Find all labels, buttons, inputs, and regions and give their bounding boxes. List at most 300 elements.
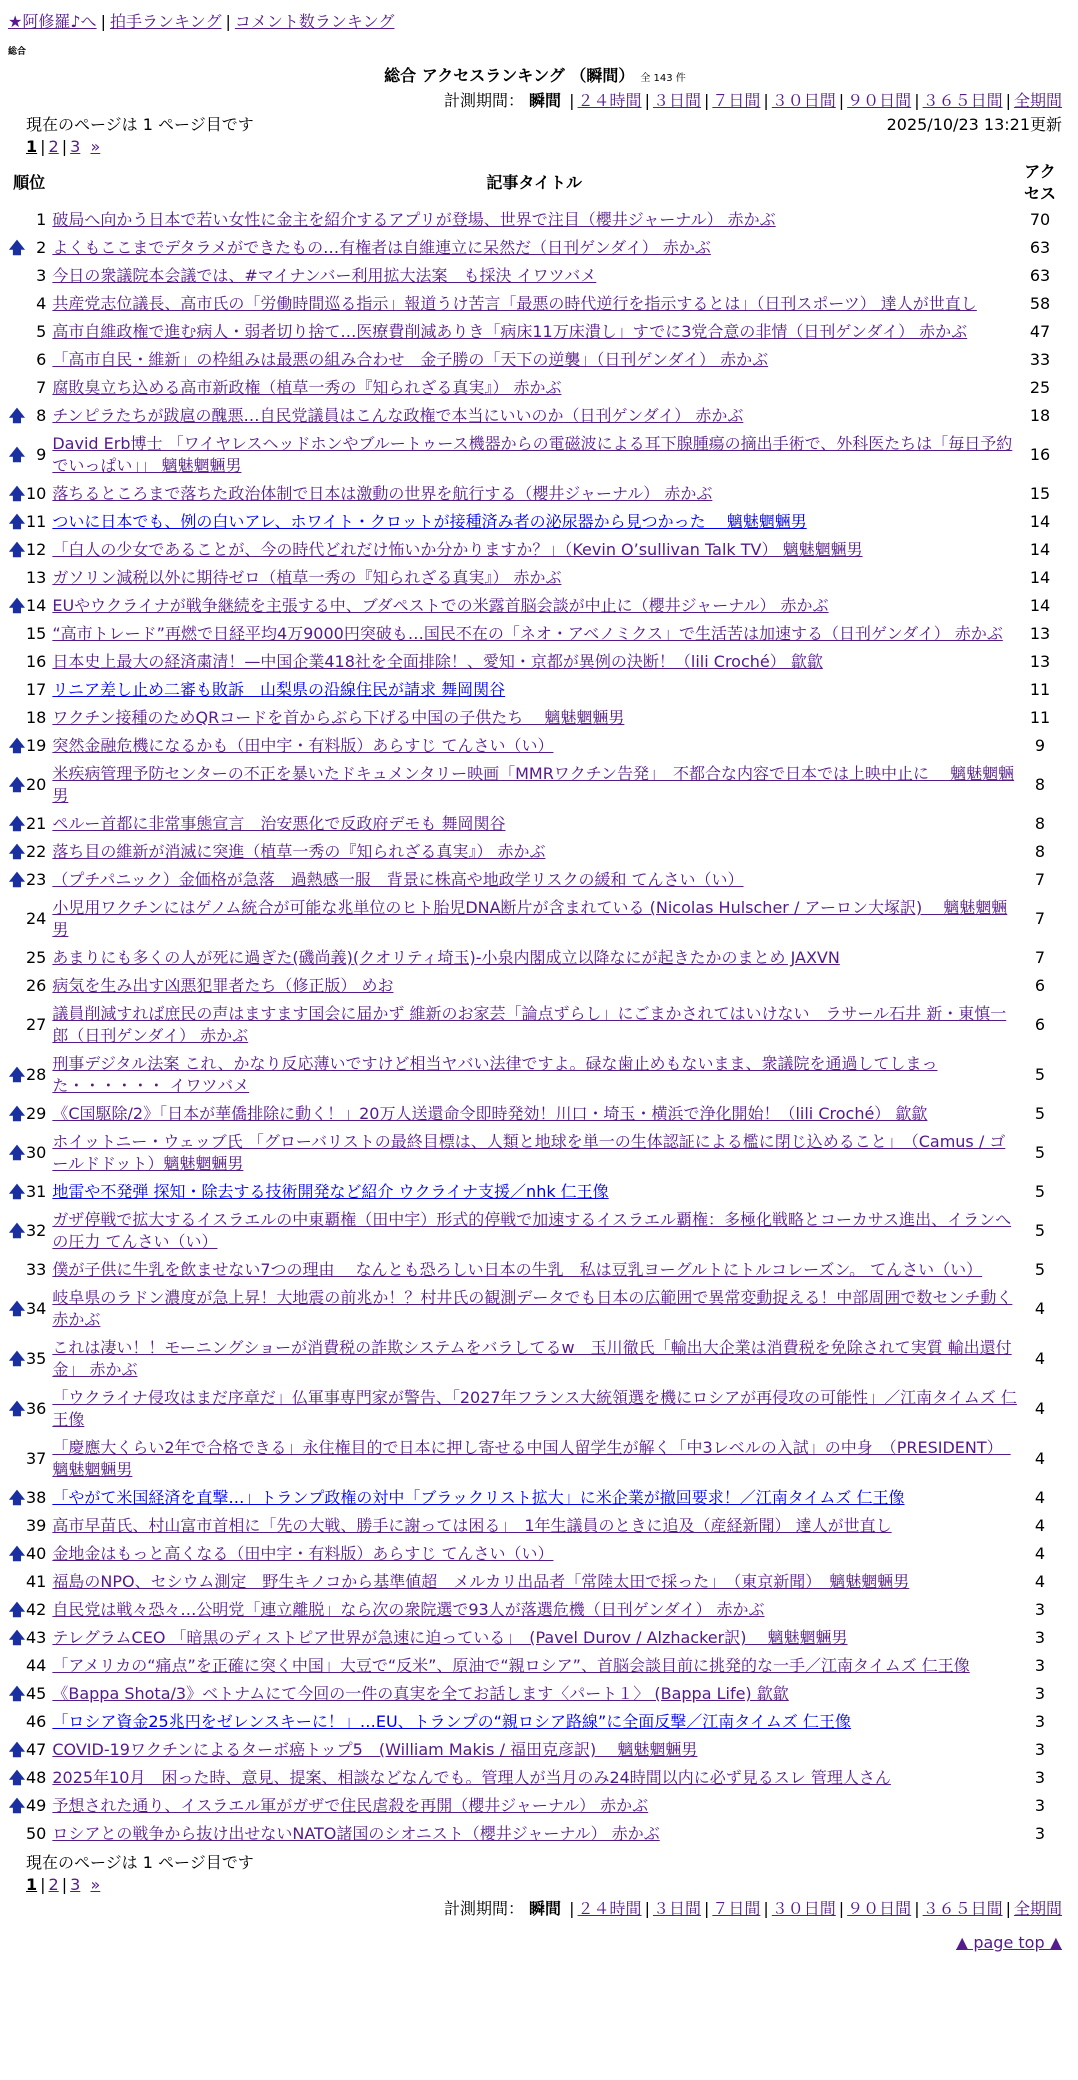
up-arrow-icon: 🡅 (8, 1488, 26, 1507)
up-arrow-icon: 🡅 (8, 1600, 26, 1619)
title-cell (50, 732, 1018, 760)
table-row (8, 1624, 1062, 1652)
trend-cell (8, 1000, 26, 1050)
access-count: 7 (1034, 948, 1046, 967)
up-arrow-icon: 🡅 (8, 1104, 26, 1123)
article-link[interactable]: 自民党は戦々恐々…公明党「連立離脱」なら次の衆院選で93人が落選危機（日刊ゲンダイ） 赤かぶ (52, 1600, 765, 1619)
ranking-heading (8, 65, 1062, 90)
pager-separator: | (40, 1875, 46, 1894)
total-count: 全 143 件 (640, 73, 686, 84)
trend-cell (8, 480, 26, 508)
rank-number: 36 (26, 1399, 47, 1418)
rank-number: 34 (26, 1299, 47, 1318)
trend-cell (8, 508, 26, 536)
access-count: 63 (1029, 238, 1051, 257)
access-count: 8 (1034, 775, 1046, 794)
article-link[interactable]: 「ロシア資金25兆円をゼレンスキーに！」…EU、トランプの“親ロシア路線”に全面反撃／江南タイムズ 仁王像 (52, 1712, 852, 1731)
rank-number: 30 (26, 1143, 47, 1162)
title-cell (50, 1680, 1018, 1708)
access-count: 14 (1029, 512, 1051, 531)
period-link-3[interactable]: ３０日間 (771, 1899, 836, 1918)
table-header-row (8, 160, 1062, 206)
table-row (8, 944, 1062, 972)
period-current: 瞬間 (529, 1899, 562, 1918)
up-arrow-icon: 🡅 (8, 1182, 26, 1201)
title-cell (50, 760, 1018, 810)
trend-cell (8, 972, 26, 1000)
period-separator: | (569, 1899, 575, 1918)
table-row (8, 1484, 1062, 1512)
article-link[interactable]: 岐阜県のラドン濃度が急上昇！大地震の前兆か！？村井氏の観測データでも日本の広範囲で異常変動捉える！中部周囲で数センチ動く 赤かぶ (52, 1288, 1013, 1329)
trend-cell (8, 206, 26, 234)
rank-number: 1 (36, 210, 47, 229)
title-cell (50, 1434, 1018, 1484)
article-link[interactable]: （プチパニック）金価格が急落 過熱感一服 背景に株高や地政学リスクの緩和 てんさい（い） (52, 870, 744, 889)
period-separator: | (703, 1899, 710, 1918)
rank-number: 47 (26, 1740, 47, 1759)
access-count: 63 (1029, 266, 1051, 285)
rank-number: 35 (26, 1349, 47, 1368)
article-link[interactable]: 金地金はもっと高くなる（田中宇・有料版）あらすじ てんさい（い） (52, 1544, 554, 1563)
pager-link-2[interactable]: 2 (48, 1875, 59, 1894)
trend-cell (8, 318, 26, 346)
article-link[interactable]: よくもここまでデタラメができたもの…有権者は自維連立に呆然だ（日刊ゲンダイ） 赤かぶ (52, 238, 711, 257)
article-link[interactable]: David Erb博士 「ワイヤレスヘッドホンやブルートゥース機器からの電磁波による耳下腺腫瘍の摘出手術で、外科医たちは「毎日予約でいっぱい」」 魑魅魍魎男 (52, 434, 1013, 475)
access-count: 58 (1029, 294, 1051, 313)
pager (8, 136, 1062, 158)
title-cell (50, 1792, 1018, 1820)
table-row (8, 318, 1062, 346)
title-cell (50, 564, 1018, 592)
title-cell (50, 430, 1018, 480)
pager-next-link[interactable]: » (90, 137, 101, 156)
pager-separator: | (61, 1875, 68, 1894)
access-count: 70 (1029, 210, 1051, 229)
period-selector-bottom (8, 1898, 1062, 1920)
period-link-6[interactable]: 全期間 (1013, 1899, 1062, 1918)
access-count: 11 (1029, 680, 1051, 699)
article-link[interactable]: ついに日本でも、例の白いアレ、ホワイト・クロットが接種済み者の泌尿器から見つかった 魑魅魍魎男 (52, 512, 807, 531)
access-count: 5 (1034, 1143, 1046, 1162)
rank-number: 13 (26, 568, 47, 587)
article-link[interactable]: ロシアとの戦争から抜け出せないNATO諸国のシオニスト（櫻井ジャーナル） 赤かぶ (52, 1824, 660, 1843)
article-link[interactable]: 落ちるところまで落ちた政治体制で日本は激動の世界を航行する（櫻井ジャーナル） 赤かぶ (52, 484, 713, 503)
top-nav-link-1[interactable]: 拍手ランキング (109, 12, 222, 31)
up-arrow-icon: 🡅 (8, 406, 26, 425)
top-nav-link-2[interactable]: コメント数ランキング (234, 12, 395, 31)
period-separator: | (644, 91, 650, 110)
up-arrow-icon: 🡅 (8, 1143, 26, 1162)
table-row (8, 1334, 1062, 1384)
table-row (8, 262, 1062, 290)
title-cell (50, 402, 1018, 430)
trend-cell (8, 290, 26, 318)
trend-cell (8, 1434, 26, 1484)
period-separator: | (914, 1899, 920, 1918)
title-cell (50, 346, 1018, 374)
access-count: 5 (1034, 1065, 1046, 1084)
title-cell (50, 374, 1018, 402)
trend-cell (8, 1708, 26, 1736)
updated-timestamp: 2025/10/23 13:21更新 (886, 115, 1062, 134)
rank-number: 48 (26, 1768, 47, 1787)
period-link-1[interactable]: ３日間 (652, 1899, 701, 1918)
article-link[interactable]: 予想された通り、イスラエル軍がガザで住民虐殺を再開（櫻井ジャーナル） 赤かぶ (52, 1796, 649, 1815)
access-count: 47 (1029, 322, 1051, 341)
title-cell (50, 944, 1018, 972)
article-link[interactable]: 病気を生み出す凶悪犯罪者たち（修正版） めお (52, 976, 394, 995)
title-cell (50, 1000, 1018, 1050)
article-link[interactable]: 《Bappa Shota/3》ベトナムにて今回の一件の真実を全てお話します〈パート１〉 (Bappa Life) 歙歙 (52, 1684, 789, 1703)
title-cell (50, 1596, 1018, 1624)
pager-link-2[interactable]: 2 (48, 137, 59, 156)
trend-cell (8, 866, 26, 894)
rank-number: 22 (26, 842, 47, 861)
access-count: 3 (1034, 1768, 1046, 1787)
access-count: 14 (1029, 568, 1051, 587)
nav-separator: | (225, 12, 231, 31)
pager-link-3[interactable]: 3 (70, 1875, 81, 1894)
trend-cell (8, 1206, 26, 1256)
up-arrow-icon: 🡅 (8, 1399, 26, 1418)
article-link[interactable]: チンピラたちが跋扈の醜悪…自民党議員はこんな政権で本当にいいのか（日刊ゲンダイ） 赤かぶ (52, 406, 744, 425)
table-row (8, 1206, 1062, 1256)
article-link[interactable]: ガザ停戦で拡大するイスラエルの中東覇権（田中宇）形式的停戦で加速するイスラエル覇権：多極化戦略とコーカサス進出、イランへの圧力 てんさい（い） (52, 1210, 1012, 1251)
access-count: 3 (1034, 1600, 1046, 1619)
rank-number: 9 (36, 445, 47, 464)
access-count: 6 (1034, 976, 1046, 995)
pager-separator: | (40, 137, 46, 156)
access-count: 13 (1029, 624, 1051, 643)
table-row (8, 508, 1062, 536)
title-cell (50, 592, 1018, 620)
table-row (8, 866, 1062, 894)
table-row (8, 1652, 1062, 1680)
table-row (8, 1384, 1062, 1434)
pager-current: 1 (26, 1875, 38, 1894)
table-row (8, 402, 1062, 430)
article-link[interactable]: 落ち目の維新が消滅に突進（植草一秀の『知られざる真実』） 赤かぶ (52, 842, 546, 861)
period-link-5[interactable]: ３６５日間 (922, 1899, 1003, 1918)
title-cell (50, 972, 1018, 1000)
rank-number: 16 (26, 652, 47, 671)
table-row (8, 1820, 1062, 1848)
rank-number: 15 (26, 624, 47, 643)
title-cell (50, 1050, 1018, 1100)
table-row (8, 1434, 1062, 1484)
article-link[interactable]: 日本史上最大の経済粛清！—中国企業418社を全面排除！、愛知・京都が異例の決断！（lili Croché） 歙歙 (52, 652, 823, 671)
table-row (8, 1568, 1062, 1596)
trend-cell (8, 1624, 26, 1652)
period-current: 瞬間 (529, 91, 562, 110)
rank-number: 6 (36, 350, 47, 369)
article-link[interactable]: 小児用ワクチンにはゲノム統合が可能な兆単位のヒト胎児DNA断片が含まれている (Nicolas Hulscher / アーロン大塚訳) 魑魅魍魎男 (52, 898, 1008, 939)
rank-number: 42 (26, 1600, 47, 1619)
article-link[interactable]: 「やがて米国経済を直撃…」トランプ政権の対中「ブラックリスト拡大」に米企業が撤回要求！／江南タイムズ 仁王像 (52, 1488, 905, 1507)
rank-number: 50 (26, 1824, 47, 1843)
table-row (8, 1512, 1062, 1540)
access-count: 15 (1029, 484, 1051, 503)
trend-cell (8, 648, 26, 676)
article-link[interactable]: あまりにも多くの人が死に過ぎた(磯尚義)(クオリティ埼玉)-小泉内閣成立以降なにが起きたかのまとめ JAXVN (52, 948, 840, 967)
rank-number: 20 (26, 775, 47, 794)
period-separator: | (644, 1899, 650, 1918)
period-selector (8, 90, 1062, 112)
trend-cell (8, 838, 26, 866)
period-link-5[interactable]: ３６５日間 (922, 91, 1003, 110)
access-count: 5 (1034, 1221, 1046, 1240)
up-arrow-icon: 🡅 (8, 1796, 26, 1815)
trend-cell (8, 1820, 26, 1848)
title-cell (50, 508, 1018, 536)
title-cell (50, 676, 1018, 704)
title-cell (50, 1100, 1018, 1128)
up-arrow-icon: 🡅 (8, 1768, 26, 1787)
title-cell (50, 318, 1018, 346)
article-link[interactable]: 共産党志位議長、高市氏の「労働時間巡る指示」報道うけ苦言「最悪の時代逆行を指示するとは」（日刊スポーツ） 達人が世直し (52, 294, 977, 313)
period-link-4[interactable]: ９０日間 (847, 91, 912, 110)
article-link[interactable]: “高市トレード”再燃で日経平均4万9000円突破も…国民不在の「ネオ・アベノミクス」で生活苦は加速する（日刊ゲンダイ） 赤かぶ (52, 624, 1003, 643)
page-title: 総合 アクセスランキング （瞬間） (384, 66, 635, 85)
table-row (8, 810, 1062, 838)
table-row (8, 206, 1062, 234)
title-cell (50, 620, 1018, 648)
up-arrow-icon: 🡅 (8, 1221, 26, 1240)
article-link[interactable]: 「白人の少女であることが、今の時代どれだけ怖いか分かりますか？」（Kevin O’sullivan Talk TV） 魑魅魍魎男 (52, 540, 863, 559)
article-link[interactable]: 米疾病管理予防センターの不正を暴いたドキュメンタリー映画「MMRワクチン告発」 不都合な内容で日本では上映中止に 魑魅魍魎男 (52, 764, 1015, 805)
trend-cell (8, 1764, 26, 1792)
article-link[interactable]: 僕が子供に牛乳を飲ませない7つの理由 なんとも恐ろしい日本の牛乳 私は豆乳ヨーグルトにトルコレーズン。 てんさい（い） (52, 1260, 983, 1279)
access-count: 3 (1034, 1740, 1046, 1759)
access-count: 25 (1029, 378, 1051, 397)
article-link[interactable]: 破局へ向かう日本で若い女性に金主を紹介するアプリが登場、世界で注目（櫻井ジャーナル） 赤かぶ (52, 210, 776, 229)
trend-cell (8, 620, 26, 648)
period-link-1[interactable]: ３日間 (652, 91, 701, 110)
trend-cell (8, 1384, 26, 1434)
up-arrow-icon: 🡅 (8, 1684, 26, 1703)
period-link-2[interactable]: ７日間 (712, 91, 761, 110)
table-row (8, 760, 1062, 810)
article-link[interactable]: 腐敗臭立ち込める高市新政権（植草一秀の『知られざる真実』） 赤かぶ (52, 378, 562, 397)
title-cell (50, 480, 1018, 508)
trend-cell (8, 760, 26, 810)
period-link-3[interactable]: ３０日間 (771, 91, 836, 110)
title-cell (50, 894, 1018, 944)
title-cell (50, 262, 1018, 290)
table-row (8, 346, 1062, 374)
access-count: 9 (1034, 736, 1046, 755)
trend-cell (8, 1256, 26, 1284)
title-cell (50, 1708, 1018, 1736)
access-count: 4 (1034, 1572, 1046, 1591)
up-arrow-icon: 🡅 (8, 814, 26, 833)
rank-number: 32 (26, 1221, 47, 1240)
up-arrow-icon: 🡅 (8, 1299, 26, 1318)
table-row (8, 838, 1062, 866)
table-row (8, 732, 1062, 760)
rank-number: 8 (36, 406, 47, 425)
access-count: 18 (1029, 406, 1051, 425)
title-cell (50, 290, 1018, 318)
article-link[interactable]: 突然金融危機になるかも（田中宇・有料版）あらすじ てんさい（い） (52, 736, 554, 755)
article-link[interactable]: ガソリン減税以外に期待ゼロ（植草一秀の『知られざる真実』） 赤かぶ (52, 568, 562, 587)
up-arrow-icon: 🡅 (8, 596, 26, 615)
rank-number: 29 (26, 1104, 47, 1123)
period-link-4[interactable]: ９０日間 (847, 1899, 912, 1918)
table-row (8, 374, 1062, 402)
table-row (8, 1596, 1062, 1624)
trend-cell (8, 944, 26, 972)
current-page-text: 現在のページは 1 ページ目です (26, 115, 254, 134)
table-row (8, 1792, 1062, 1820)
rank-number: 17 (26, 680, 47, 699)
table-row (8, 1100, 1062, 1128)
article-link[interactable]: 《C国駆除/2》「日本が華僑排除に動く！」20万人送還命令即時発効！川口・埼玉・横浜で浄化開始！（lili Croché） 歙歙 (52, 1104, 928, 1123)
rank-number: 37 (26, 1449, 47, 1468)
pager-link-3[interactable]: 3 (70, 137, 81, 156)
table-row (8, 1284, 1062, 1334)
up-arrow-icon: 🡅 (8, 736, 26, 755)
up-arrow-icon: 🡅 (8, 775, 26, 794)
trend-cell (8, 1512, 26, 1540)
article-link[interactable]: 地雷や不発弾 探知・除去する技術開発など紹介 ウクライナ支援／nhk 仁王像 (52, 1182, 609, 1201)
article-link[interactable]: 高市自維政権で進む病人・弱者切り捨て…医療費削減ありき「病床11万床潰し」すでに3党合意の非情（日刊ゲンダイ） 赤かぶ (52, 322, 968, 341)
article-link[interactable]: COVID-19ワクチンによるターボ癌トップ5 (William Makis / 福田克彦訳) 魑魅魍魎男 (52, 1740, 698, 1759)
title-cell (50, 1484, 1018, 1512)
pager-next-link[interactable]: » (90, 1875, 101, 1894)
trend-cell (8, 810, 26, 838)
article-link[interactable]: 高市早苗氏、村山富市首相に「先の大戦、勝手に謝っては困る」 1年生議員のときに追及（産経新聞） 達人が世直し (52, 1516, 892, 1535)
trend-cell (8, 374, 26, 402)
period-link-0[interactable]: ２４時間 (577, 91, 642, 110)
title-cell (50, 1334, 1018, 1384)
table-row (8, 234, 1062, 262)
access-count: 3 (1034, 1628, 1046, 1647)
access-count: 5 (1034, 1182, 1046, 1201)
table-row (8, 1708, 1062, 1736)
article-link[interactable]: EUやウクライナが戦争継続を主張する中、ブダペストでの米露首脳会談が中止に（櫻井ジャーナル） 赤かぶ (52, 596, 829, 615)
trend-cell (8, 894, 26, 944)
article-link[interactable]: 今日の衆議院本会議では、#マイナンバー利用拡大法案 も採決 イワツバメ (52, 266, 597, 285)
rank-number: 49 (26, 1796, 47, 1815)
trend-cell (8, 346, 26, 374)
trend-cell (8, 1178, 26, 1206)
rank-number: 11 (26, 512, 47, 531)
pager-current: 1 (26, 137, 38, 156)
top-nav (8, 10, 1062, 34)
count-header: アクセス (1023, 162, 1056, 203)
title-cell (50, 206, 1018, 234)
rank-number: 24 (26, 909, 47, 928)
rank-number: 7 (36, 378, 47, 397)
article-link[interactable]: 刑事デジタル法案 これ、かなり反応薄いですけど相当ヤバい法律ですよ。碌な歯止めもないまま、衆議院を通過してしまった・・・・・・ イワツバメ (52, 1054, 938, 1095)
period-link-0[interactable]: ２４時間 (577, 1899, 642, 1918)
table-row (8, 620, 1062, 648)
period-link-6[interactable]: 全期間 (1013, 91, 1062, 110)
access-count: 4 (1034, 1544, 1046, 1563)
table-row (8, 704, 1062, 732)
article-link[interactable]: 「慶應大くらい2年で合格できる」永住権目的で日本に押し寄せる中国人留学生が解く「中3レベルの入試」の中身 （PRESIDENT） 魑魅魍魎男 (52, 1438, 1011, 1479)
table-row (8, 430, 1062, 480)
article-link[interactable]: 「ウクライナ侵攻はまだ序章だ」仏軍事専門家が警告、「2027年フランス大統領選を機にロシアが再侵攻の可能性」／江南タイムズ 仁王像 (52, 1388, 1017, 1429)
table-row (8, 1128, 1062, 1178)
page-top-link[interactable]: ▲ page top ▲ (955, 1933, 1062, 1952)
trend-cell (8, 1568, 26, 1596)
title-cell (50, 1256, 1018, 1284)
article-link[interactable]: リニア差し止め二審も敗訴 山梨県の沿線住民が請求 舞岡関谷 (52, 680, 506, 699)
table-row (8, 480, 1062, 508)
article-link[interactable]: ホイットニー・ウェッブ氏 「グローバリストの最終目標は、人類と地球を単一の生体認証による檻に閉じ込めること」 （Camus / ゴールドドット）魑魅魍魎男 (52, 1132, 1006, 1173)
table-row (8, 1178, 1062, 1206)
table-row (8, 1736, 1062, 1764)
access-count: 4 (1034, 1449, 1046, 1468)
up-arrow-icon: 🡅 (8, 484, 26, 503)
access-count: 8 (1034, 842, 1046, 861)
page-top-row (8, 1932, 1062, 1954)
top-nav-link-0[interactable]: ★阿修羅♪へ (8, 12, 97, 31)
rank-number: 31 (26, 1182, 47, 1201)
rank-number: 41 (26, 1572, 47, 1591)
title-cell (50, 1764, 1018, 1792)
access-count: 33 (1029, 350, 1051, 369)
period-links (566, 1899, 1062, 1918)
rank-number: 18 (26, 708, 47, 727)
article-link[interactable]: ワクチン接種のためQRコードを首からぶら下げる中国の子供たち 魑魅魍魎男 (52, 708, 625, 727)
rank-number: 38 (26, 1488, 47, 1507)
up-arrow-icon: 🡅 (8, 512, 26, 531)
article-link[interactable]: これは凄い！！モーニングショーが消費税の詐欺システムをバラしてるw 玉川徹氏「輸出大企業は消費税を免除されて実質 輸出還付金」 赤かぶ (52, 1338, 1012, 1379)
trend-cell (8, 1736, 26, 1764)
up-arrow-icon: 🡅 (8, 238, 26, 257)
rank-number: 43 (26, 1628, 47, 1647)
article-link[interactable]: 「高市自民・維新」の枠組みは最悪の組み合わせ 金子勝の「天下の逆襲」（日刊ゲンダイ） 赤かぶ (52, 350, 769, 369)
rank-number: 45 (26, 1684, 47, 1703)
access-count: 14 (1029, 540, 1051, 559)
title-cell (50, 1206, 1018, 1256)
title-cell (50, 1820, 1018, 1848)
trend-cell (8, 430, 26, 480)
article-link[interactable]: テレグラムCEO 「暗黒のディストピア世界が急速に迫っている」 (Pavel Durov / Alzhacker訳) 魑魅魍魎男 (52, 1628, 848, 1647)
table-row (8, 972, 1062, 1000)
article-link[interactable]: ペルー首都に非常事態宣言 治安悪化で反政府デモも 舞岡関谷 (52, 814, 506, 833)
access-count: 5 (1034, 1104, 1046, 1123)
article-link[interactable]: 「アメリカの“痛点”を正確に突く中国」大豆で“反米”、原油で“親ロシア”、首脳会談目前に挑発的な一手／江南タイムズ 仁王像 (52, 1656, 970, 1675)
period-prefix: 計測期間： (443, 91, 524, 110)
article-link[interactable]: 2025年10月 困った時、意見、提案、相談などなんでも。管理人が当月のみ24時間以内に必ず見るスレ 管理人さん (52, 1768, 891, 1787)
access-count: 3 (1034, 1712, 1046, 1731)
rank-number: 21 (26, 814, 47, 833)
rank-header: 順位 (13, 173, 46, 192)
period-separator: | (569, 91, 575, 110)
period-separator: | (703, 91, 710, 110)
article-link[interactable]: 福島のNPO、セシウム測定 野生キノコから基準値超 メルカリ出品者「常陸太田で採った」 （東京新聞） 魑魅魍魎男 (52, 1572, 910, 1591)
table-row (8, 1256, 1062, 1284)
title-cell (50, 1652, 1018, 1680)
table-row (8, 290, 1062, 318)
title-cell (50, 536, 1018, 564)
trend-cell (8, 676, 26, 704)
rank-number: 2 (36, 238, 47, 257)
period-link-2[interactable]: ７日間 (712, 1899, 761, 1918)
rank-number: 27 (26, 1015, 47, 1034)
article-link[interactable]: 議員削減すれば庶民の声はますます国会に届かず 維新のお家芸「論点ずらし」にごまかされてはいけない ラサール石井 新・東慎一郎（日刊ゲンダイ） 赤かぶ (52, 1004, 1007, 1045)
trend-cell (8, 1284, 26, 1334)
title-cell (50, 866, 1018, 894)
table-row (8, 1680, 1062, 1708)
trend-cell (8, 1128, 26, 1178)
table-row (8, 1000, 1062, 1050)
trend-cell (8, 1484, 26, 1512)
